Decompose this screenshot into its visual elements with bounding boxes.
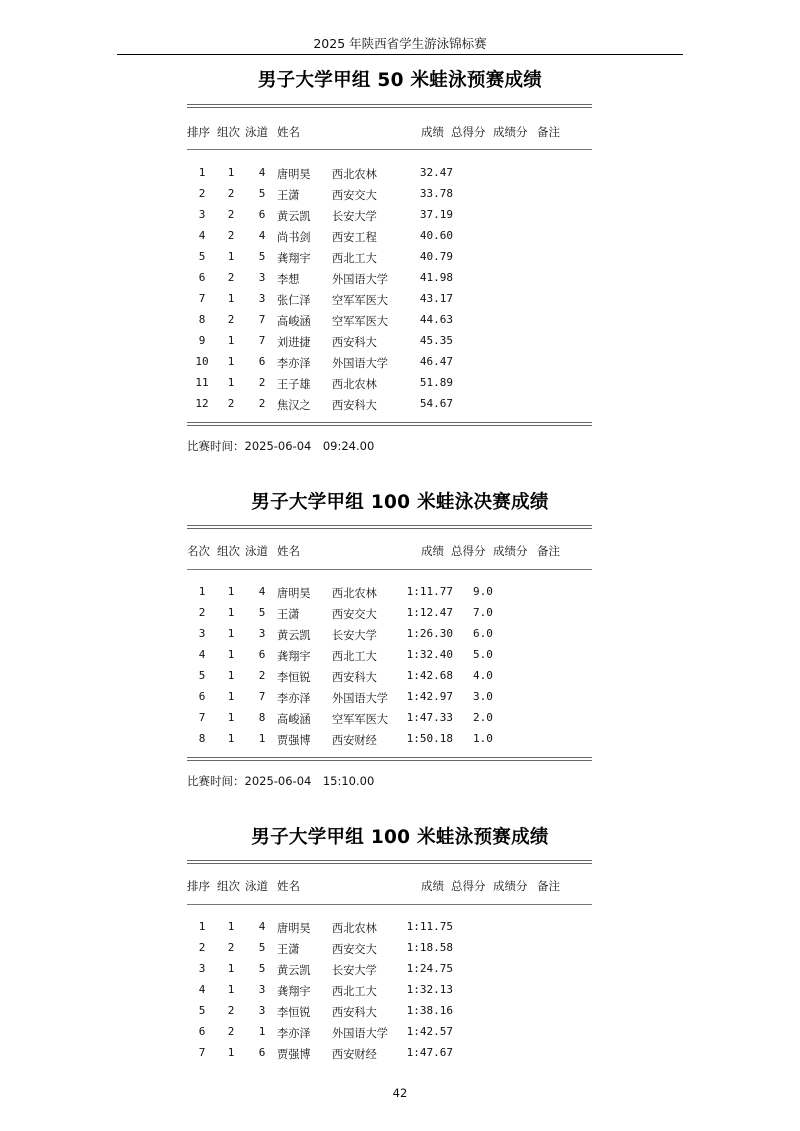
column-header: 泳道 (245, 879, 268, 893)
column-header: 姓名 (277, 125, 300, 139)
cell-result: 32.47 (419, 166, 453, 179)
cell-rank: 5 (198, 1004, 206, 1017)
cell-result: 1:38.16 (406, 1004, 453, 1017)
cell-name: 李想 (277, 273, 300, 286)
column-header: 备注 (537, 125, 560, 139)
cell-group: 1 (227, 962, 235, 975)
cell-name: 焦汉之 (277, 399, 311, 412)
cell-lane: 1 (258, 732, 266, 745)
cell-name: 唐明昊 (277, 168, 311, 181)
table-row (187, 941, 592, 962)
cell-group: 2 (227, 208, 235, 221)
cell-unit: 长安大学 (332, 964, 377, 977)
cell-lane: 5 (258, 606, 266, 619)
cell-result: 1:47.33 (406, 711, 453, 724)
cell-name: 李亦泽 (277, 357, 311, 370)
cell-group: 2 (227, 397, 235, 410)
column-header: 成绩 (421, 879, 444, 893)
cell-unit: 长安大学 (332, 210, 377, 223)
cell-name: 王潇 (277, 943, 300, 956)
cell-result: 33.78 (419, 187, 453, 200)
cell-group: 1 (227, 355, 235, 368)
table-row (187, 376, 592, 397)
column-header: 姓名 (277, 544, 300, 558)
table-row (187, 690, 592, 711)
dashed-rule (187, 904, 592, 905)
cell-name: 刘进捷 (277, 336, 311, 349)
cell-group: 1 (227, 585, 235, 598)
cell-group: 1 (227, 648, 235, 661)
cell-name: 龚翔宇 (277, 252, 311, 265)
cell-group: 1 (227, 920, 235, 933)
cell-group: 1 (227, 250, 235, 263)
dashed-rule (187, 149, 592, 150)
table-row (187, 271, 592, 292)
table-row (187, 983, 592, 1004)
cell-lane: 5 (258, 941, 266, 954)
column-header: 成绩 (421, 125, 444, 139)
cell-result: 1:47.67 (406, 1046, 453, 1059)
cell-lane: 1 (258, 1025, 266, 1038)
cell-group: 2 (227, 271, 235, 284)
cell-unit: 西安交大 (332, 943, 377, 956)
cell-lane: 2 (258, 397, 266, 410)
double-rule (187, 525, 592, 529)
cell-result: 45.35 (419, 334, 453, 347)
cell-unit: 西北工大 (332, 985, 377, 998)
cell-group: 1 (227, 711, 235, 724)
cell-rank: 4 (198, 229, 206, 242)
cell-result: 1:11.75 (406, 920, 453, 933)
dashed-rule (187, 569, 592, 570)
cell-unit: 西安交大 (332, 608, 377, 621)
cell-lane: 3 (258, 983, 266, 996)
cell-lane: 5 (258, 187, 266, 200)
table-row (187, 585, 592, 606)
cell-lane: 2 (258, 376, 266, 389)
cell-lane: 6 (258, 355, 266, 368)
cell-rank: 10 (195, 355, 209, 368)
cell-unit: 外国语大学 (332, 357, 388, 370)
cell-name: 唐明昊 (277, 922, 311, 935)
cell-rank: 3 (198, 627, 206, 640)
cell-result: 1:26.30 (406, 627, 453, 640)
cell-group: 1 (227, 732, 235, 745)
cell-unit: 长安大学 (332, 629, 377, 642)
cell-group: 1 (227, 690, 235, 703)
cell-name: 黄云凯 (277, 629, 311, 642)
cell-result: 1:42.97 (406, 690, 453, 703)
cell-name: 黄云凯 (277, 964, 311, 977)
column-header: 泳道 (245, 125, 268, 139)
table-row (187, 397, 592, 418)
table-row (187, 334, 592, 355)
cell-lane: 3 (258, 627, 266, 640)
cell-unit: 西安财经 (332, 1048, 377, 1061)
cell-unit: 西北工大 (332, 252, 377, 265)
cell-rank: 1 (198, 920, 206, 933)
cell-points: 7.0 (473, 606, 493, 619)
cell-unit: 西安科大 (332, 671, 377, 684)
cell-result: 46.47 (419, 355, 453, 368)
cell-group: 2 (227, 229, 235, 242)
cell-rank: 2 (198, 606, 206, 619)
table-row (187, 962, 592, 983)
column-header: 组次 (217, 879, 240, 893)
cell-result: 1:18.58 (406, 941, 453, 954)
cell-unit: 西安科大 (332, 399, 377, 412)
table-row (187, 732, 592, 753)
cell-name: 李亦泽 (277, 692, 311, 705)
table-row (187, 166, 592, 187)
column-header-row (187, 543, 592, 559)
cell-lane: 4 (258, 229, 266, 242)
cell-points: 6.0 (473, 627, 493, 640)
cell-lane: 5 (258, 962, 266, 975)
cell-rank: 3 (198, 962, 206, 975)
cell-name: 高峻涵 (277, 713, 311, 726)
cell-name: 龚翔宇 (277, 650, 311, 663)
column-header: 排序 (187, 125, 210, 139)
cell-result: 41.98 (419, 271, 453, 284)
table-row (187, 1046, 592, 1067)
cell-result: 1:11.77 (406, 585, 453, 598)
cell-unit: 外国语大学 (332, 692, 388, 705)
table-row (187, 355, 592, 376)
double-rule (187, 860, 592, 864)
table-row (187, 711, 592, 732)
column-header: 总得分 (451, 879, 486, 893)
page-number: 42 (392, 1086, 408, 1100)
cell-points: 2.0 (473, 711, 493, 724)
cell-unit: 外国语大学 (332, 1027, 388, 1040)
table-row (187, 1025, 592, 1046)
cell-rank: 9 (198, 334, 206, 347)
cell-result: 1:12.47 (406, 606, 453, 619)
column-header: 组次 (217, 544, 240, 558)
table-row (187, 292, 592, 313)
cell-group: 1 (227, 166, 235, 179)
cell-lane: 3 (258, 1004, 266, 1017)
cell-unit: 西北农林 (332, 168, 377, 181)
cell-rank: 8 (198, 313, 206, 326)
cell-group: 1 (227, 1046, 235, 1059)
column-header: 姓名 (277, 879, 300, 893)
column-header: 成绩分 (493, 544, 528, 558)
cell-unit: 外国语大学 (332, 273, 388, 286)
table-row (187, 313, 592, 334)
cell-name: 贾强博 (277, 1048, 311, 1061)
cell-rank: 6 (198, 1025, 206, 1038)
cell-rank: 3 (198, 208, 206, 221)
column-header: 成绩分 (493, 879, 528, 893)
cell-rank: 2 (198, 187, 206, 200)
cell-group: 2 (227, 941, 235, 954)
cell-rank: 2 (198, 941, 206, 954)
cell-name: 王子雄 (277, 378, 311, 391)
column-header: 总得分 (451, 125, 486, 139)
cell-name: 李亦泽 (277, 1027, 311, 1040)
cell-rank: 8 (198, 732, 206, 745)
column-header-row (187, 878, 592, 894)
table-row (187, 250, 592, 271)
cell-lane: 2 (258, 669, 266, 682)
cell-result: 1:42.57 (406, 1025, 453, 1038)
cell-name: 王潇 (277, 189, 300, 202)
cell-group: 1 (227, 334, 235, 347)
cell-name: 王潇 (277, 608, 300, 621)
cell-name: 李恒锐 (277, 671, 311, 684)
section-title: 男子大学甲组 100 米蛙泳预赛成绩 (251, 827, 549, 848)
cell-points: 9.0 (473, 585, 493, 598)
section-title: 男子大学甲组 50 米蛙泳预赛成绩 (257, 70, 543, 91)
cell-unit: 西安科大 (332, 336, 377, 349)
cell-lane: 4 (258, 585, 266, 598)
column-header: 泳道 (245, 544, 268, 558)
table-row (187, 920, 592, 941)
column-header-row (187, 124, 592, 140)
cell-result: 43.17 (419, 292, 453, 305)
cell-lane: 7 (258, 334, 266, 347)
section-title: 男子大学甲组 100 米蛙泳决赛成绩 (251, 492, 549, 513)
cell-rank: 1 (198, 585, 206, 598)
match-time: 比赛时间：2025-06-04 15:10.00 (187, 774, 375, 788)
cell-unit: 西安科大 (332, 1006, 377, 1019)
cell-group: 1 (227, 606, 235, 619)
table-row (187, 606, 592, 627)
cell-unit: 西北农林 (332, 922, 377, 935)
double-rule (187, 104, 592, 108)
cell-name: 张仁泽 (277, 294, 311, 307)
cell-result: 44.63 (419, 313, 453, 326)
cell-name: 贾强博 (277, 734, 311, 747)
cell-group: 1 (227, 669, 235, 682)
cell-group: 2 (227, 1004, 235, 1017)
table-row (187, 1004, 592, 1025)
column-header: 总得分 (451, 544, 486, 558)
cell-lane: 6 (258, 1046, 266, 1059)
cell-unit: 空军军医大 (332, 315, 388, 328)
cell-result: 1:32.40 (406, 648, 453, 661)
cell-group: 1 (227, 292, 235, 305)
cell-points: 4.0 (473, 669, 493, 682)
cell-points: 1.0 (473, 732, 493, 745)
cell-result: 51.89 (419, 376, 453, 389)
cell-lane: 4 (258, 920, 266, 933)
double-rule (187, 422, 592, 426)
cell-rank: 5 (198, 669, 206, 682)
cell-rank: 1 (198, 166, 206, 179)
cell-rank: 4 (198, 983, 206, 996)
column-header: 备注 (537, 879, 560, 893)
cell-rank: 4 (198, 648, 206, 661)
cell-result: 54.67 (419, 397, 453, 410)
cell-lane: 8 (258, 711, 266, 724)
cell-unit: 西北农林 (332, 378, 377, 391)
cell-result: 1:50.18 (406, 732, 453, 745)
cell-rank: 7 (198, 1046, 206, 1059)
cell-result: 1:24.75 (406, 962, 453, 975)
cell-name: 尚书剑 (277, 231, 311, 244)
cell-lane: 7 (258, 690, 266, 703)
cell-lane: 7 (258, 313, 266, 326)
cell-name: 高峻涵 (277, 315, 311, 328)
cell-result: 40.79 (419, 250, 453, 263)
cell-unit: 西北工大 (332, 650, 377, 663)
cell-rank: 7 (198, 711, 206, 724)
cell-group: 2 (227, 313, 235, 326)
cell-name: 李恒锐 (277, 1006, 311, 1019)
cell-lane: 3 (258, 271, 266, 284)
table-row (187, 669, 592, 690)
cell-unit: 西安交大 (332, 189, 377, 202)
column-header: 组次 (217, 125, 240, 139)
cell-result: 1:32.13 (406, 983, 453, 996)
cell-name: 黄云凯 (277, 210, 311, 223)
cell-lane: 5 (258, 250, 266, 263)
cell-group: 1 (227, 376, 235, 389)
cell-lane: 3 (258, 292, 266, 305)
cell-group: 1 (227, 983, 235, 996)
match-time: 比赛时间：2025-06-04 09:24.00 (187, 439, 375, 453)
cell-rank: 11 (195, 376, 209, 389)
cell-unit: 西安财经 (332, 734, 377, 747)
cell-unit: 西安工程 (332, 231, 377, 244)
table-row (187, 627, 592, 648)
cell-points: 5.0 (473, 648, 493, 661)
column-header: 排序 (187, 879, 210, 893)
cell-rank: 7 (198, 292, 206, 305)
cell-result: 37.19 (419, 208, 453, 221)
cell-group: 2 (227, 187, 235, 200)
column-header: 成绩分 (493, 125, 528, 139)
column-header: 成绩 (421, 544, 444, 558)
cell-unit: 空军军医大 (332, 713, 388, 726)
cell-unit: 西北农林 (332, 587, 377, 600)
cell-rank: 6 (198, 271, 206, 284)
cell-name: 唐明昊 (277, 587, 311, 600)
cell-lane: 6 (258, 208, 266, 221)
double-rule (187, 757, 592, 761)
cell-result: 40.60 (419, 229, 453, 242)
header-rule (117, 54, 683, 55)
table-row (187, 648, 592, 669)
cell-group: 1 (227, 627, 235, 640)
column-header: 备注 (537, 544, 560, 558)
cell-rank: 6 (198, 690, 206, 703)
cell-lane: 6 (258, 648, 266, 661)
column-header: 名次 (187, 544, 210, 558)
cell-group: 2 (227, 1025, 235, 1038)
cell-name: 龚翔宇 (277, 985, 311, 998)
table-row (187, 208, 592, 229)
cell-unit: 空军军医大 (332, 294, 388, 307)
table-row (187, 187, 592, 208)
cell-points: 3.0 (473, 690, 493, 703)
cell-result: 1:42.68 (406, 669, 453, 682)
page-header: 2025 年陕西省学生游泳锦标赛 (313, 36, 487, 51)
cell-lane: 4 (258, 166, 266, 179)
table-row (187, 229, 592, 250)
cell-rank: 5 (198, 250, 206, 263)
cell-rank: 12 (195, 397, 209, 410)
